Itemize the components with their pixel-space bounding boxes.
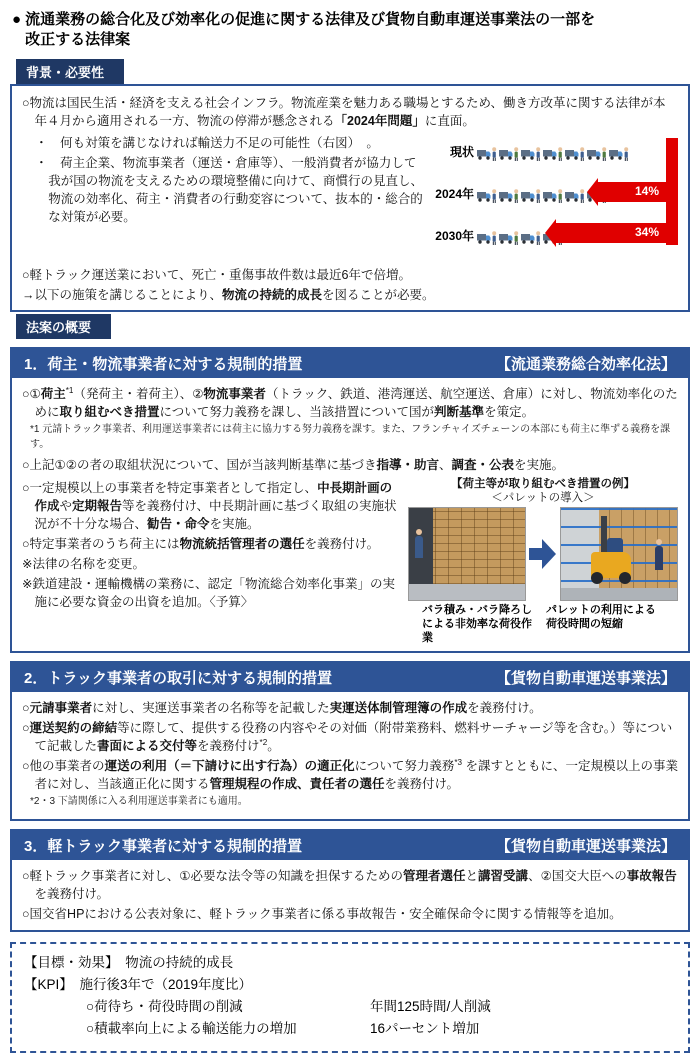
section-3-paragraph-1: ○軽トラック事業者に対し、①必要な法令等の知識を担保するための管理者選任と講習受講、②国交大臣への事故報告を義務付け。	[22, 868, 677, 902]
section-2-body	[12, 692, 688, 819]
pictogram-row-label: 2030年	[435, 229, 474, 244]
section-3-body	[12, 860, 688, 930]
section-1-body	[12, 378, 688, 651]
goal-line: 【目標・効果】 物流の持続的成長	[24, 955, 234, 971]
truck-icons-current	[477, 144, 631, 162]
pictogram-row-current	[426, 136, 631, 170]
worker-figure-icon	[655, 546, 663, 570]
background-paragraph-2: ○軽トラック運送業において、死亡・重傷事故件数は最近6年で倍増。	[22, 267, 412, 282]
kpi-item-1-value: 年間125時間/人削減	[370, 999, 491, 1015]
photo-caption-right: パレットの利用による荷役時間の短縮	[546, 604, 656, 631]
section-1-note-2: ※鉄道建設・運輸機構の業務に、認定「物流総合効率化事業」の実施に必要な資金の出資を追加。〈予算〉	[22, 577, 395, 610]
section-2-paragraph-2: ○運送契約の締結等に際して、提供する役務の内容やその対価（附帯業務料、燃料サーチャージ等を含む。）等について記載した書面による交付等を義務付け$^{*2}$。	[22, 720, 673, 753]
section-3-law-name: 【貨物自動車運送事業法】	[495, 837, 676, 855]
section-1-paragraph-4: ○特定事業者のうち荷主には物流統括管理者の選任を義務付け。	[22, 536, 380, 551]
background-bullet-1: ・ 何も対策を講じなければ輸送力不足の可能性（右図） 。	[35, 135, 379, 150]
section-3-box	[10, 829, 690, 932]
section-3-title: 3．軽トラック事業者に対する規制的措置	[24, 837, 303, 855]
background-section-badge: 背景・必要性	[16, 59, 124, 84]
example-subtitle: ＜パレットの導入＞	[491, 491, 595, 504]
section-1-paragraph-3: ○一定規模以上の事業者を特定事業者として指定し、中長期計画の作成や定期報告等を義務付け、中長期計画に基づく取組の実施状況が不十分な場合、勧告・命令を実施。	[22, 480, 397, 531]
example-title: 【荷主等が取り組むべき措置の例】	[451, 477, 635, 490]
section-3-header	[12, 831, 688, 860]
red-vertical-bar	[666, 138, 678, 245]
kpi-item-2-label: ○積載率向上による輸送能力の増加	[86, 1021, 297, 1037]
section-1-note-1: ※法律の名称を変更。	[22, 557, 145, 572]
overview-section-badge: 法案の概要	[16, 314, 111, 339]
section-1-paragraph-2: ○上記①②の者の取組状況について、国が当該判断基準に基づき指導・助言、調査・公表を実施。	[22, 458, 565, 473]
kpi-item-1-label: ○荷待ち・荷役時間の削減	[86, 999, 243, 1015]
pallet-example-panel	[408, 477, 678, 646]
title-bullet-icon: ●	[12, 11, 22, 28]
pictogram-row-label: 現状	[449, 145, 474, 160]
section-1-paragraph-1: ○①荷主$^{*1}$（発荷主・着荷主）、②物流事業者（トラック、鉄道、港湾運送、航空運送、倉庫）に対し、物流効率化のために取り組むべき措置について努力義務を課し、当該措置について国が判断基準を策定。	[22, 386, 678, 420]
pictogram-row-label: 2024年	[435, 187, 474, 202]
title-line2: 改正する法律案	[25, 31, 131, 49]
shortage-arrow-2024: 14%	[598, 182, 666, 202]
background-paragraph-3: →以下の施策を講じることにより、物流の持続的成長を図ることが必要。	[22, 287, 435, 302]
forklift-wheel-icon	[619, 572, 631, 584]
background-bullets	[22, 132, 426, 264]
kpi-item-2	[24, 1019, 676, 1040]
section-2-title: 2．トラック事業者の取引に対する規制的措置	[24, 669, 333, 687]
bulk-loading-photo	[408, 507, 526, 601]
section-1-left-column	[22, 477, 402, 646]
forklift-wheel-icon	[591, 572, 603, 584]
kpi-item-2-value: 16パーセント増加	[370, 1021, 480, 1037]
pictogram-row-2024	[426, 178, 609, 212]
section-1-footnote-1: *1 元請トラック事業者、利用運送事業者には荷主に協力する努力義務を課す。また、フランチャイズチェーンの本部にも荷主に準ずる義務を課す。	[30, 424, 671, 450]
worker-figure-icon	[415, 536, 423, 558]
photo-caption-left: バラ積み・バラ降ろしによる非効率な荷役作業	[422, 604, 532, 644]
kpi-item-1	[24, 997, 676, 1018]
section-2-footnote: *2・3 下請関係に入る利用運送事業者にも適用。	[30, 796, 248, 808]
section-3-paragraph-2: ○国交省HPにおける公表対象に、軽トラック事業者に係る事故報告・安全確保命令に関する情報等を追加。	[22, 907, 622, 922]
section-2-law-name: 【貨物自動車運送事業法】	[495, 669, 676, 687]
section-2-paragraph-3: ○他の事業者の運送の利用（＝下請けに出す行為）の適正化について努力義務$^{*3}$ を課すとともに、一定規模以上の事業者に対し、当該適正化に関する管理規程の作成、責任者の選任を義務付け。	[22, 758, 678, 792]
forklift-pallet-photo	[560, 507, 678, 601]
section-1-box	[10, 347, 690, 653]
title-text	[25, 10, 595, 51]
section-2-paragraph-1: ○元請事業者に対し、実運送事業者の名称等を記載した実運送体制管理簿の作成を義務付け。	[22, 700, 542, 715]
background-bullet-2: ・ 荷主企業、物流事業者（運送・倉庫等）、一般消費者が協力して我が国の物流を支えるための環境整備に向けて、商慣行の見直し、物流の効率化、荷主・消費者の行動変容について、抜本的・総合的な対策が必要。	[35, 155, 424, 225]
section-1-header	[12, 349, 688, 378]
section-2-header	[12, 663, 688, 692]
background-box	[10, 84, 690, 313]
improvement-arrow-icon	[529, 539, 557, 569]
section-1-law-name: 【流通業務総合効率化法】	[495, 356, 676, 373]
kpi-line: 【KPI】 施行後3年で（2019年度比）	[24, 977, 253, 993]
goal-kpi-box	[10, 942, 690, 1053]
section-1-title: 1．荷主・物流事業者に対する規制的措置	[24, 356, 303, 373]
section-2-box	[10, 661, 690, 821]
page-title	[10, 10, 690, 51]
background-paragraph-1: ○物流は国民生活・経済を支える社会インフラ。物流産業を魅力ある職場とするため、働き方改革に関する法律が本年４月から適用される一方、物流の停滞が懸念される「2024年問題」に直面。	[22, 95, 666, 128]
shortage-arrow-2030: 34%	[556, 223, 666, 243]
title-line1: 流通業務の総合化及び効率化の促進に関する法律及び貨物自動車運送事業法の一部を	[25, 11, 596, 28]
transport-capacity-pictogram	[426, 134, 678, 264]
